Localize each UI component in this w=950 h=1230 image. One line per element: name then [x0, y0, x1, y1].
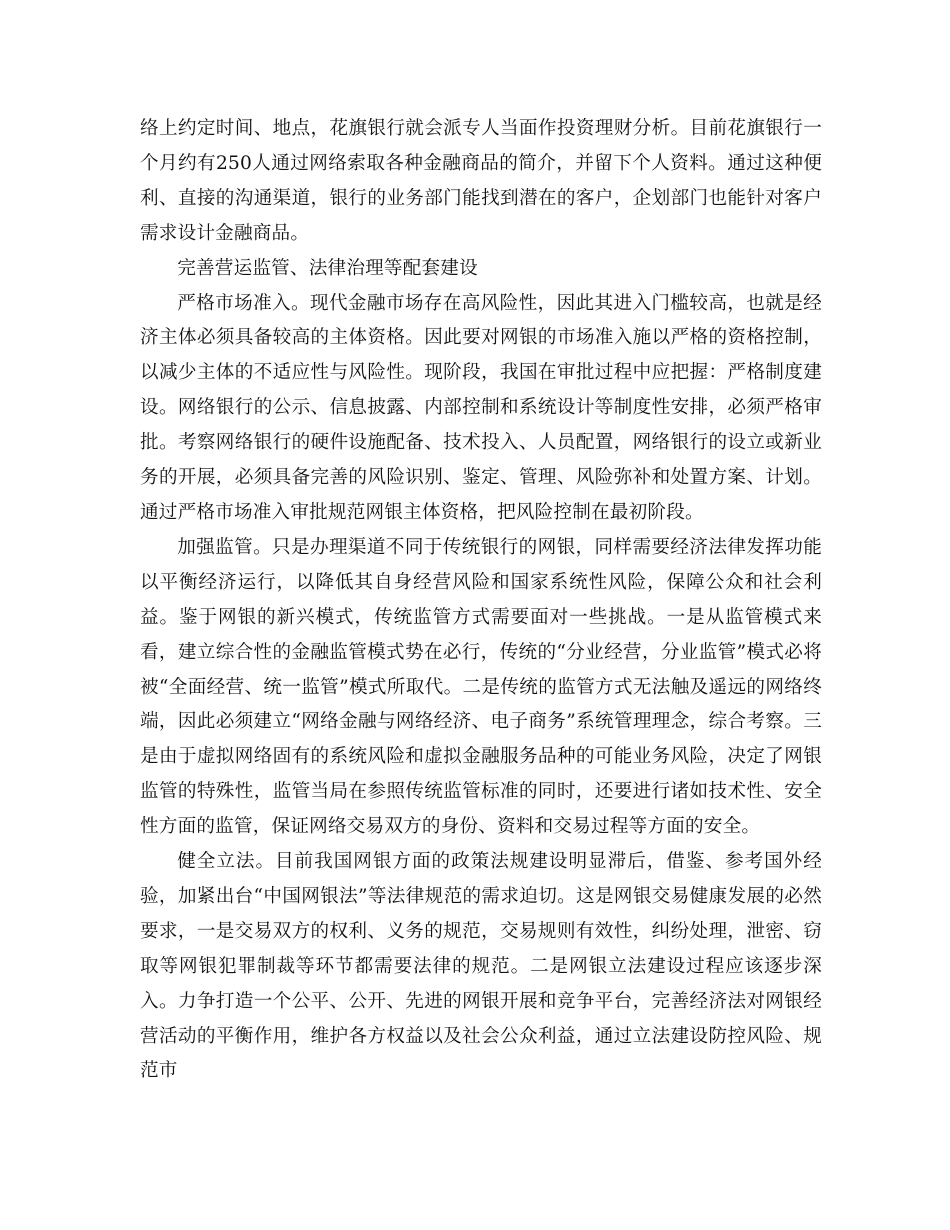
- paragraph-continuation: 络上约定时间、地点，花旗银行就会派专人当面作投资理财分析。目前花旗银行一个月约有250人通过网络索取各种金融商品的简介，并留下个人资料。通过这种便利、直接的沟通渠道，银行的业务部门能找到潜在的客户，企划部门也能针对客户需求设计金融商品。: [140, 118, 822, 244]
- paragraph-supervision: 加强监管。只是办理渠道不同于传统银行的网银，同样需要经济法律发挥功能以平衡经济运行，以降低其自身经营风险和国家系统性风险，保障公众和社会利益。鉴于网银的新兴模式，传统监管方式需要面对一些挑战。一是从监管模式来看，建立综合性的金融监管模式势在必行，传统的“分业经营，分业监管”模式必将被“全面经营、统一监管”模式所取代。二是传统的监管方式无法触及遥远的网络终端，因此必须建立“网络金融与网络经济、电子商务”系统管理理念，综合考察。三是由于虚拟网络固有的系统风险和虚拟金融服务品种的可能业务风险，决定了网银监管的特殊性，监管当局在参照传统监管标准的同时，还要进行诸如技术性、安全性方面的监管，保证网络交易双方的身份、资料和交易过程等方面的安全。: [140, 536, 822, 838]
- section-heading: 完善营运监管、法律治理等配套建设: [177, 257, 478, 279]
- paragraph-legislation: 健全立法。目前我国网银方面的政策法规建设明显滞后，借鉴、参考国外经验，加紧出台“中国网银法”等法律规范的需求迫切。这是网银交易健康发展的必然要求，一是交易双方的权利、义务的规范，交易规则有效性，纠纷处理，泄密、窃取等网银犯罪制裁等环节都需要法律的规范。二是网银立法建设过程应该逐步深入。力争打造一个公平、公开、先进的网银开展和竞争平台，完善经济法对网银经营活动的平衡作用，维护各方权益以及社会公众利益，通过立法建设防控风险、规范市: [140, 851, 822, 1082]
- paragraph-market-access: 严格市场准入。现代金融市场存在高风险性，因此其进入门槛较高，也就是经济主体必须具备较高的主体资格。因此要对网银的市场准入施以严格的资格控制，以减少主体的不适应性与风险性。现阶段，我国在审批过程中应把握：严格制度建设。网络银行的公示、信息披露、内部控制和系统设计等制度性安排，必须严格审批。考察网络银行的硬件设施配备、技术投入、人员配置，网络银行的设立或新业务的开展，必须具备完善的风险识别、鉴定、管理、风险弥补和处置方案、计划。通过严格市场准入审批规范网银主体资格，把风险控制在最初阶段。: [140, 292, 822, 523]
- document-body: [140, 112, 822, 1089]
